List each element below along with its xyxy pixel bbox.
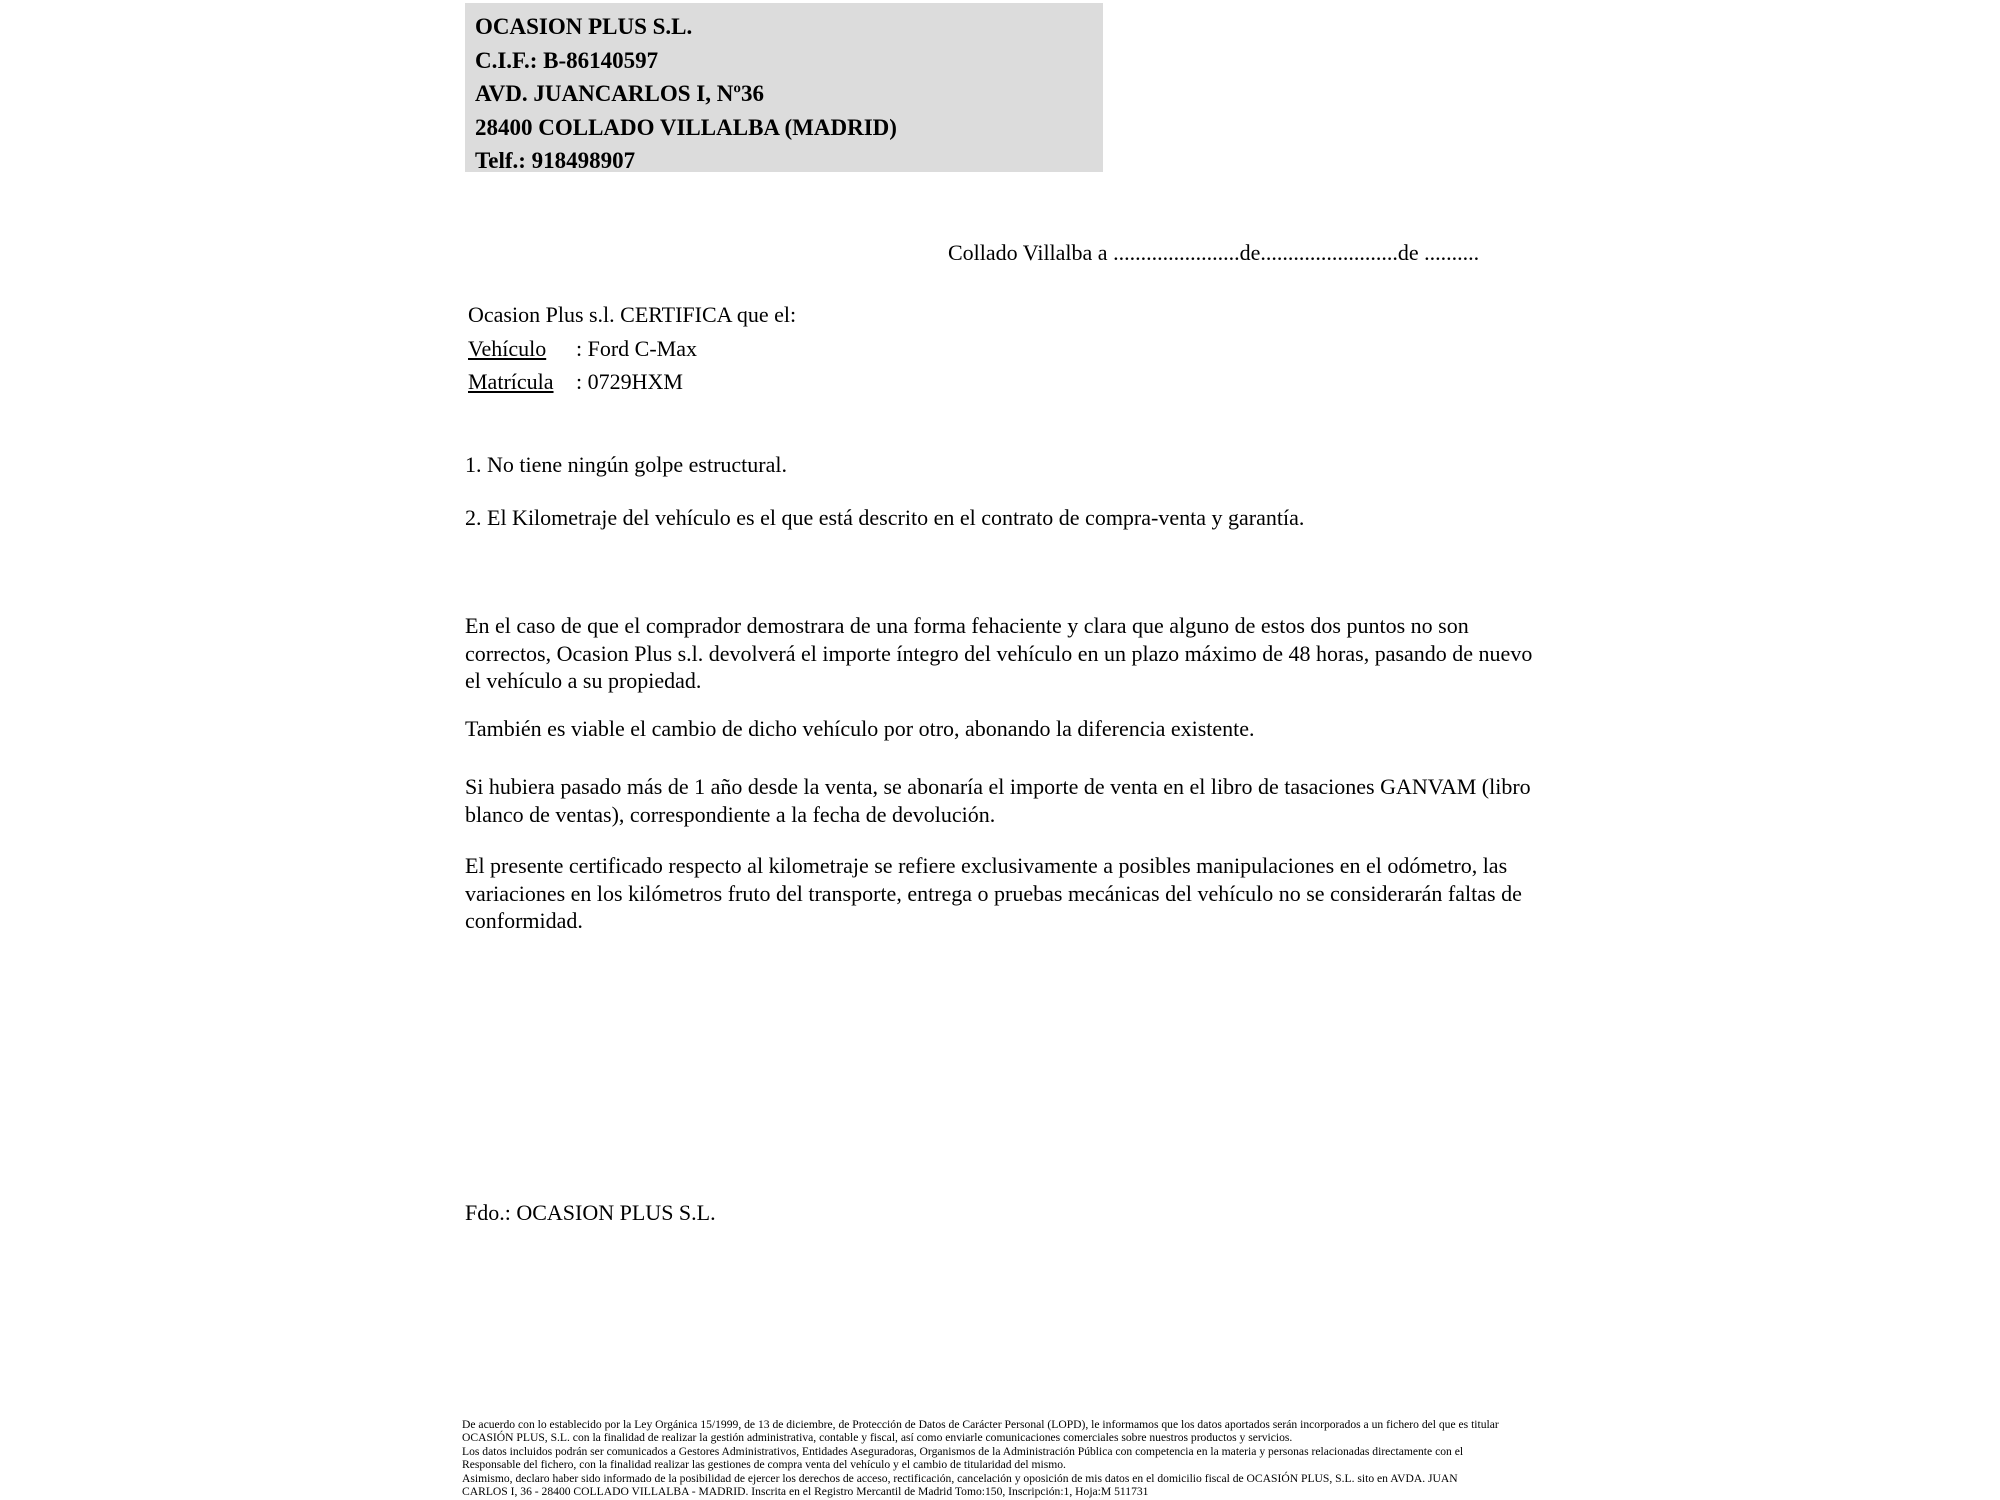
clause-structural: 1. No tiene ningún golpe estructural. — [465, 452, 787, 477]
legal-line: OCASIÓN PLUS, S.L. con la finalidad de realizar la gestión administrativa, contable y fiscal, así como enviarle comunicaciones comerciales sobre nuestros productos y servicios. — [462, 1431, 1293, 1445]
company-address: AVD. JUANCARLOS I, Nº36 — [475, 81, 764, 106]
company-city: 28400 COLLADO VILLALBA (MADRID) — [475, 114, 897, 140]
legal-line: De acuerdo con lo establecido por la Ley Orgánica 15/1999, de 13 de diciembre, de Protección de Datos de Carácter Personal (LOPD), le informamos que los datos aportados serán incorporados a un fichero del que es titular — [462, 1418, 1499, 1431]
plate-value: : 0729HXM — [576, 369, 683, 394]
date-line: Collado Villalba a .......................de.........................de .......... — [948, 240, 1480, 265]
vehicle-row — [468, 332, 796, 366]
certification-intro: Ocasion Plus s.l. CERTIFICA que el: — [468, 302, 797, 327]
legal-line: CARLOS I, 36 - 28400 COLLADO VILLALBA - MADRID. Inscrita en el Registro Mercantil de Madrid Tomo:150, Inscripción:1, Hoja:M 511731 — [462, 1485, 1149, 1499]
paragraph-exchange: También es viable el cambio de dicho vehículo por otro, abonando la diferencia existente. — [465, 716, 1255, 741]
vehicle-value: : Ford C-Max — [576, 335, 697, 361]
legal-notice — [462, 1418, 1562, 1498]
certification-block — [468, 298, 796, 399]
company-name: OCASION PLUS S.L. — [475, 14, 693, 39]
company-cif: C.I.F.: B-86140597 — [475, 47, 659, 73]
paragraph-ganvam: Si hubiera pasado más de 1 año desde la venta, se abonaría el importe de venta en el libro de tasaciones GANVAM (libro blanco de ventas), correspondiente a la fecha de devolución. — [465, 774, 1531, 827]
signature-line: Fdo.: OCASION PLUS S.L. — [465, 1200, 716, 1225]
legal-line: Responsable del fichero, con la finalidad realizar las gestiones de compra venta del vehículo y el cambio de titularidad del mismo. — [462, 1458, 1066, 1472]
plate-label: Matrícula — [468, 369, 554, 394]
clause-mileage: 2. El Kilometraje del vehículo es el que está descrito en el contrato de compra-venta y garantía. — [465, 505, 1305, 530]
letterhead — [465, 3, 1103, 172]
paragraph-odometer: El presente certificado respecto al kilometraje se refiere exclusivamente a posibles manipulaciones en el odómetro, las variaciones en los kilómetros fruto del transporte, entrega o pruebas mecánicas del vehículo no se considerarán faltas de conformidad. — [465, 853, 1522, 933]
paragraph-refund: En el caso de que el comprador demostrara de una forma fehaciente y clara que alguno de estos dos puntos no son correctos, Ocasion Plus s.l. devolverá el importe íntegro del vehículo en un plazo máximo de 48 horas, pasando de nuevo el vehículo a su propiedad. — [465, 613, 1533, 693]
legal-line: Los datos incluidos podrán ser comunicados a Gestores Administrativos, Entidades Aseguradoras, Organismos de la Administración Pública con competencia en la materia y personas relacionadas directamente con el — [462, 1444, 1464, 1458]
plate-row — [468, 365, 796, 399]
company-phone: Telf.: 918498907 — [475, 148, 636, 173]
vehicle-label: Vehículo — [468, 335, 547, 361]
legal-line: Asimismo, declaro haber sido informado de la posibilidad de ejercer los derechos de acceso, rectificación, cancelación y oposición de mis datos en el domicilio fiscal de OCASIÓN PLUS, S.L. sito en AVDA. JUAN — [462, 1471, 1458, 1485]
